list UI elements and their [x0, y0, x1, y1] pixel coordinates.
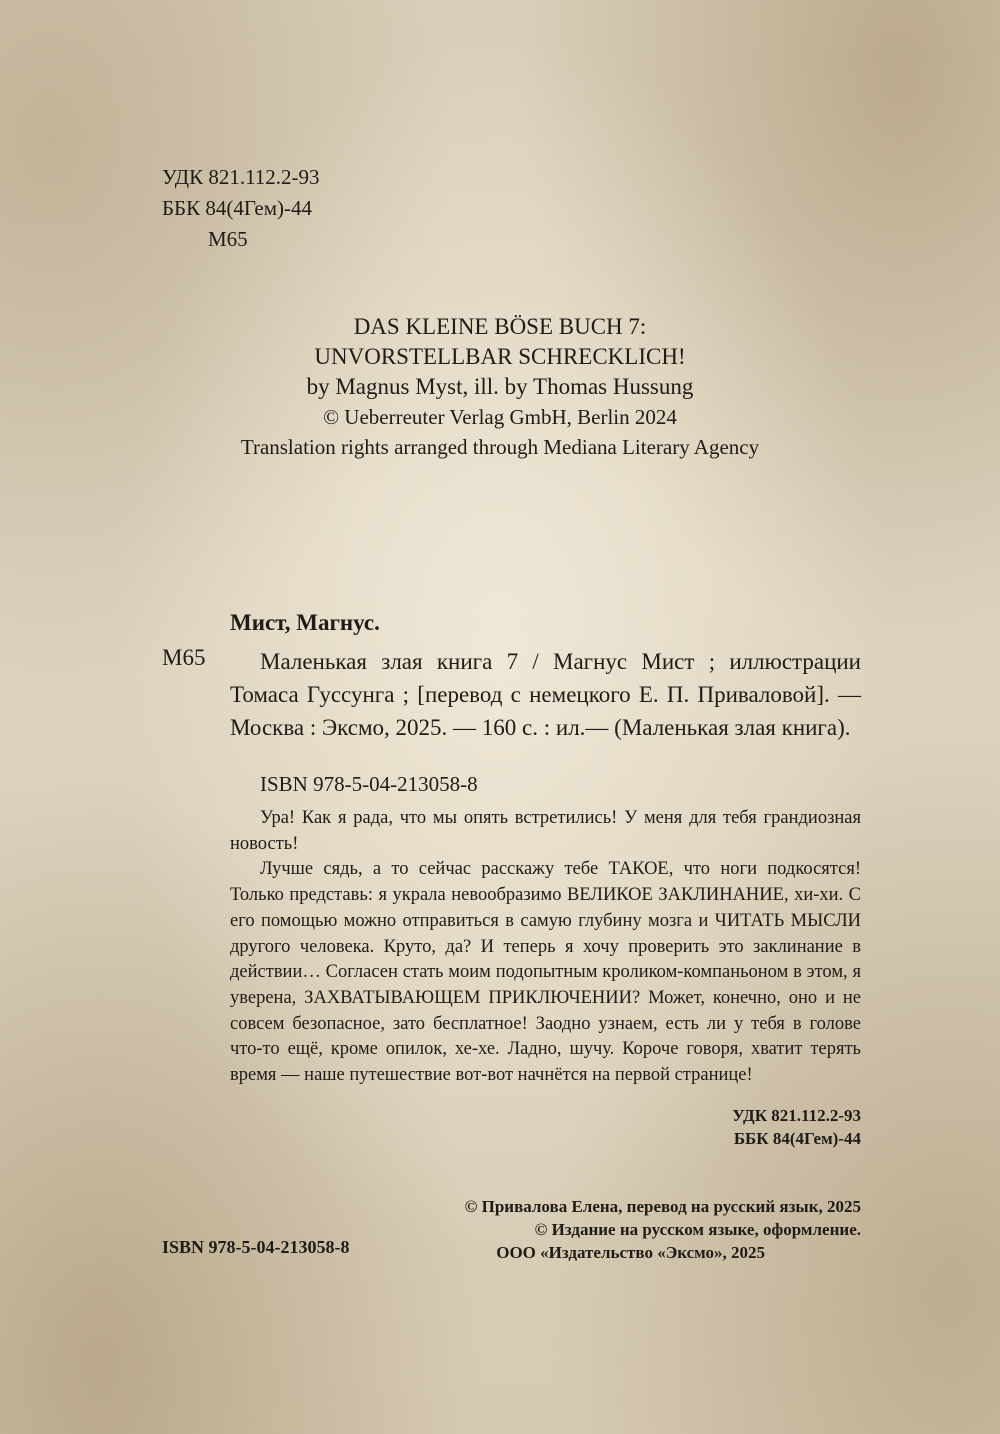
copyright-block [440, 1195, 861, 1264]
original-title-line2: UNVORSTELLBAR SCHRECKLICH! [314, 344, 686, 369]
translation-rights: Translation rights arranged through Mediana Literary Agency [240, 435, 760, 459]
classification-block-top [162, 162, 320, 255]
author-mark-code: М65 [208, 227, 248, 251]
bbk-code: ББК 84(4Гем)-44 [162, 196, 313, 220]
author-heading: Мист, Магнус. [230, 610, 380, 635]
original-copyright: © Ueberreuter Verlag GmbH, Berlin 2024 [323, 405, 677, 429]
publisher-copyright: ООО «Издательство «Эксмо», 2025 [496, 1243, 765, 1262]
classification-block-right [600, 1104, 861, 1150]
bibliographic-author-mark: М65 [162, 645, 206, 670]
annotation [230, 806, 861, 1089]
edition-copyright: © Издание на русском языке, оформление. [534, 1220, 861, 1239]
original-title-line1: DAS KLEINE BÖSE BUCH 7: [353, 314, 647, 339]
udk-code: УДК 821.112.2-93 [162, 165, 320, 189]
annotation-paragraph-2: Лучше сядь, а то сейчас расскажу тебе ТАКОЕ, что ноги подкосятся! Только представь: я украла невообразимо ВЕЛИКОЕ ЗАКЛИНАНИЕ, хи-хи. С его помощью можно отправиться в самую глубину мозга и ЧИТАТЬ МЫСЛИ другого человека. Круто, да? И теперь я хочу проверить это заклинание в действии… Согласен стать моим подопытным кроликом-компаньоном в этом, я уверена, ЗАХВАТЫВАЮЩЕМ ПРИКЛЮЧЕНИИ? Может, конечно, оно и не совсем безопасное, зато бесплатное! Заодно узнаем, есть ли у тебя в голове что-то ещё, кроме опилок, хе-хе. Ладно, шучу. Короче говоря, хватит терять время — наше путешествие вот-вот начнётся на первой странице! [230, 859, 861, 1086]
isbn-bibliographic: ISBN 978-5-04-213058-8 [260, 772, 478, 796]
original-edition-block [0, 312, 1000, 462]
bibliographic-description: Маленькая злая книга 7 / Магнус Мист ; иллюстрации Томаса Гуссунга ; [перевод с немецкого Е. П. Приваловой]. — Москва : Эксмо, 2025. — 160 с. : ил.— (Маленькая злая книга). [230, 649, 861, 740]
isbn-footer: ISBN 978-5-04-213058-8 [162, 1237, 350, 1257]
bbk-code-right: ББК 84(4Гем)-44 [733, 1129, 861, 1148]
udk-code-right: УДК 821.112.2-93 [732, 1106, 861, 1125]
annotation-paragraph-1: Ура! Как я рада, что мы опять встретились! У меня для тебя грандиозная новость! [230, 808, 861, 854]
original-credits: by Magnus Myst, ill. by Thomas Hussung [306, 374, 694, 399]
translation-copyright: © Привалова Елена, перевод на русский язык, 2025 [464, 1197, 861, 1216]
